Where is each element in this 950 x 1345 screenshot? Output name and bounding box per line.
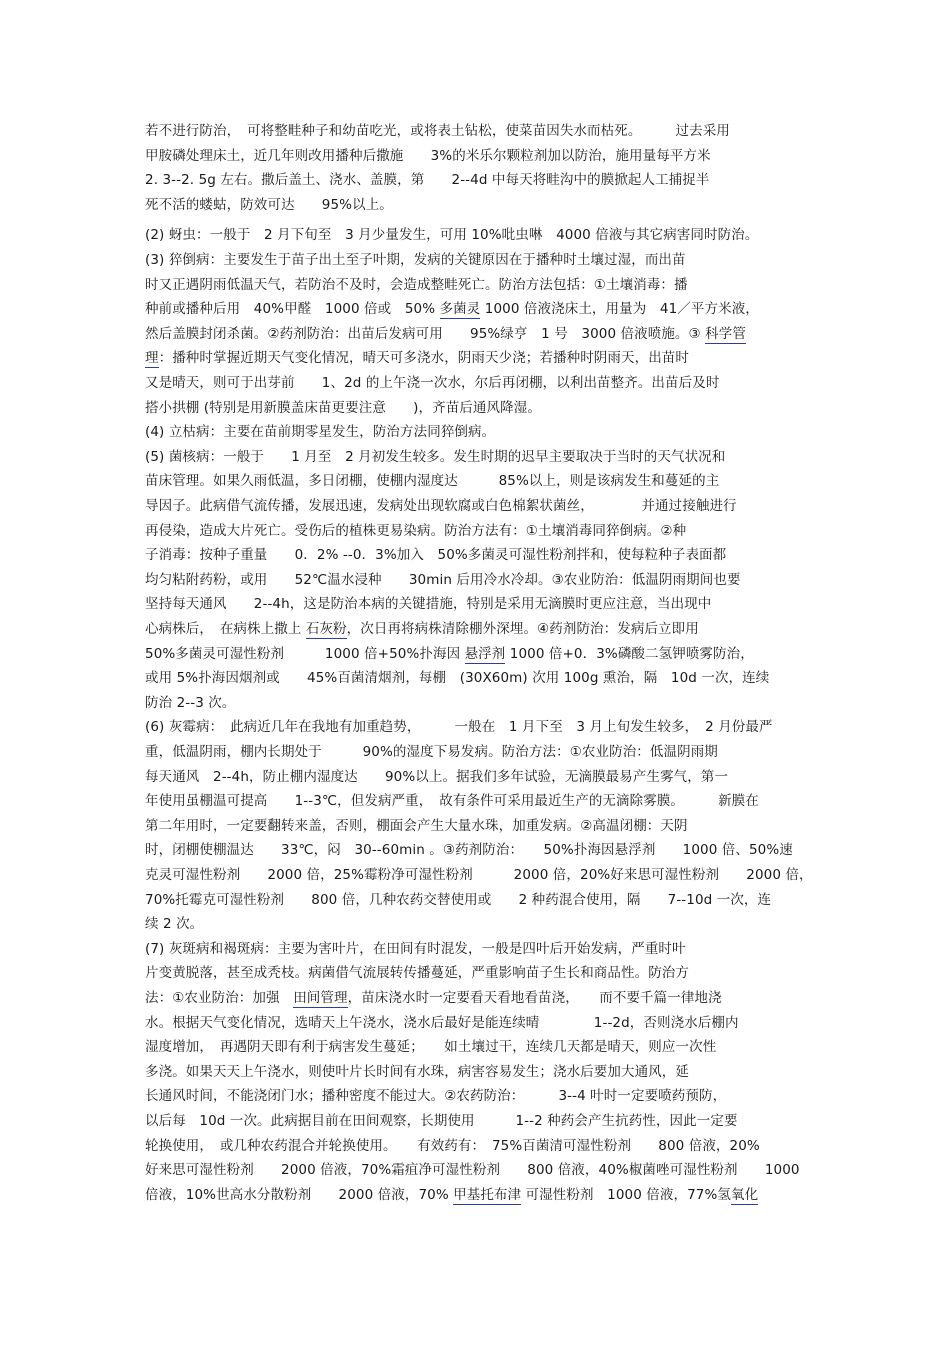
text-run: (5) 菌核病：一般于 1 月至 2 月初发生较多。发生时期的迟早主要取决于当时的天气状况和	[145, 448, 726, 465]
text-line	[145, 792, 759, 810]
text-run: (7) 灰斑病和褐斑病：主要为害叶片，在田间有时混发，一般是四叶后开始发病，严重时叶	[145, 940, 686, 957]
text-run: ，次日再将病株清除棚外深埋。④药剂防治：发病后立即用	[346, 621, 699, 637]
text-line	[145, 122, 730, 140]
text-line	[145, 1038, 716, 1056]
text-line	[145, 718, 773, 736]
text-line	[145, 546, 726, 564]
text-line	[145, 1014, 739, 1032]
text-line	[145, 399, 541, 417]
text-line	[145, 147, 711, 165]
text-line	[145, 841, 793, 859]
text-run: 多浇。如果天天上午浇水，则使叶片长时间有水珠，病害容易发生；浇水后要加大通风，延	[145, 1063, 689, 1080]
text-line	[145, 251, 686, 269]
text-run: 子消毒：按种子重量 0．2% --0．3%加入 50%多菌灵可湿性粉剂拌和，使每粒种子表面都	[145, 547, 727, 564]
text-run: 防治 2--3 次。	[145, 694, 236, 711]
text-run: 再侵染，造成大片死亡。受伤后的植株更易染病。防治方法有：①土壤消毒同猝倒病。②种	[145, 522, 687, 539]
text-line	[145, 595, 711, 613]
text-line	[145, 300, 759, 318]
text-line	[145, 448, 725, 466]
text-line	[145, 1137, 760, 1155]
text-run: 坚持每天通风 2--4h，这是防治本病的关键措施，特别是采用无滴膜时更应注意，当出现中	[145, 596, 712, 613]
text-line	[145, 1087, 726, 1105]
text-run: 法：①农业防治：加强	[145, 990, 294, 1006]
text-run: 长通风时间，不能浇闭门水；播种密度不能过大。②农药防治： 3--4 叶时一定要喷药预防，	[145, 1088, 727, 1105]
text-run: 重，低温阴雨，棚内长期处于 90%的湿度下易发病。防治方法：①农业防治：低温阴雨期	[145, 744, 718, 760]
text-run: 1000 倍+0．3%磷酸二氢钾喷雾防治，	[505, 645, 754, 662]
text-run: 导因子。此病借气流传播，发展迅速，发病处出现软腐或白色棉絮状菌丝， 并通过接触进行	[145, 498, 737, 514]
text-line	[145, 891, 771, 909]
text-line	[145, 989, 722, 1007]
text-line	[145, 325, 746, 343]
text-line	[145, 866, 813, 884]
text-run: 时，闭棚使棚温达 33℃，闷 30--60min 。③药剂防治： 50%扑海因悬浮剂 1000 倍、50%速	[145, 842, 793, 859]
text-line	[145, 694, 236, 712]
text-run: (3) 猝倒病：主要发生于苗子出土至子叶期，发病的关键原因在于播种时土壤过湿，而出苗	[145, 252, 686, 268]
text-run: 水。根据天气变化情况，选晴天上午浇水，浇水后最好是能连续晴 1--2d，否则浇水后棚内	[145, 1014, 739, 1031]
text-line	[145, 497, 737, 515]
text-line	[145, 226, 758, 244]
text-line	[145, 423, 495, 441]
text-run: 苗床管理。如果久雨低温，多日闭棚，使棚内湿度达 85%以上，则是该病发生和蔓延的主	[145, 473, 720, 490]
text-run: 轮换使用， 或几种农药混合并轮换使用。 有效药有： 75%百菌清可湿性粉剂 800 倍液，20%	[145, 1137, 760, 1154]
text-line	[145, 915, 203, 933]
text-run: 死不活的蝼蛄，防效可达 95%以上。	[145, 196, 393, 213]
text-line	[145, 964, 689, 982]
text-line	[145, 645, 754, 663]
keyword-link[interactable]: 氧化	[731, 1186, 759, 1203]
keyword-link[interactable]: 悬浮剂	[464, 645, 506, 662]
text-run: 若不进行防治， 可将整畦种子和幼苗吃光，或将表土钻松，使菜苗因失水而枯死。 过去采用	[145, 123, 730, 139]
text-run: (2) 蚜虫：一般于 2 月下旬至 3 月少量发生，可用 10%吡虫啉 4000 倍液与其它病害同时防治。	[145, 227, 759, 244]
text-line	[145, 374, 719, 392]
text-run: ：播种时掌握近期天气变化情况，晴天可多浇水，阴雨天少浇；若播种时阴雨天，出苗时	[158, 350, 690, 367]
text-run: 50%多菌灵可湿性粉剂 1000 倍+50%扑海因	[145, 645, 465, 662]
text-run: 时又正遇阴雨低温天气，若防治不及时，会造成整畦死亡。防治方法包括：①土壤消毒：播	[145, 276, 688, 293]
text-line	[145, 817, 688, 835]
text-line	[145, 276, 688, 294]
text-line	[145, 349, 689, 367]
text-run: (6) 灰霉病： 此病近几年在我地有加重趋势， 一般在 1 月下至 3 月上旬发生较多， 2 月份最严	[145, 719, 773, 736]
text-run: ，苗床浇水时一定要看天看地看苗浇， 而不要千篇一律地浇	[347, 990, 722, 1006]
keyword-link[interactable]: 理	[145, 350, 159, 367]
keyword-link[interactable]: 甲基托布津	[453, 1186, 522, 1203]
text-line	[145, 196, 393, 214]
text-run: 续 2 次。	[145, 916, 204, 933]
text-run: 以后每 10d 一次。此病据目前在田间观察，长期使用 1--2 种药会产生抗药性，因此一定要	[145, 1113, 738, 1129]
text-run: 又是晴天，则可于出芽前 1、2d 的上午浇一次水，尔后再闭棚，以利出苗整齐。出苗后及时	[145, 375, 720, 391]
text-line	[145, 669, 769, 687]
text-run: 倍液，10%世高水分散粉剂 2000 倍液，70%	[145, 1186, 454, 1203]
text-run: (4) 立枯病：主要在苗前期零星发生，防治方法同猝倒病。	[145, 424, 496, 441]
text-line	[145, 571, 741, 589]
text-run: 种前或播种后用 40%甲醛 1000 倍或 50%	[145, 301, 440, 318]
text-run: 甲胺磷处理床土，近几年则改用播种后撒施 3%的米乐尔颗粒剂加以防治，施用量每平方米	[145, 147, 711, 164]
text-run: 均匀粘附药粉，或用 52℃温水浸种 30min 后用冷水冷却。③农业防治：低温阴雨期间也要	[145, 571, 741, 588]
text-run: 2. 3--2. 5g 左右。撒后盖土、浇水、盖膜，第 2--4d 中每天将畦沟中的膜掀起人工捕捉半	[145, 172, 710, 189]
keyword-link[interactable]: 田间管理	[293, 990, 348, 1006]
text-line	[145, 1112, 738, 1130]
text-run: 1000 倍液浇床土，用量为 41／平方米液，	[480, 301, 759, 318]
text-line	[145, 768, 728, 786]
text-line	[145, 472, 719, 490]
text-line	[145, 743, 718, 761]
keyword-link[interactable]: 科学管	[705, 325, 746, 342]
text-line	[145, 1186, 758, 1204]
text-run: 第二年用时，一定要翻转来盖，否则，棚面会产生大量水珠，加重发病。②高温闭棚：天阴	[145, 817, 688, 834]
keyword-link[interactable]: 多菌灵	[439, 301, 481, 318]
text-run: 搭小拱棚 (特别是用新膜盖床苗更要注意 )，齐苗后通风降湿。	[145, 399, 541, 416]
text-line	[145, 1063, 689, 1081]
text-run: 或用 5%扑海因烟剂或 45%百菌清烟剂，每棚 (30X60m) 次用 100g 熏治，隔 10d 一次，连续	[145, 670, 770, 687]
text-run: 然后盖膜封闭杀菌。②药剂防治：出苗后发病可用 95%绿亨 1 号 3000 倍液喷施。③	[145, 325, 706, 342]
text-run: 湿度增加， 再遇阴天即有利于病害发生蔓延； 如土壤过干，连续几天都是晴天，则应一次性	[145, 1039, 717, 1056]
text-run: 每天通风 2--4h，防止棚内湿度达 90%以上。据我们多年试验，无滴膜最易产生雾气，第一	[145, 768, 729, 785]
text-run: 克灵可湿性粉剂 2000 倍，25%霉粉净可湿性粉剂 2000 倍，20%好来思可湿性粉剂 2000 倍，	[145, 867, 813, 883]
text-run: 好来思可湿性粉剂 2000 倍液，70%霜疽净可湿性粉剂 800 倍液，40%椒菌唑可湿性粉剂 1000	[145, 1162, 800, 1179]
text-run: 心病株后， 在病株上撒上	[145, 621, 306, 637]
text-line	[145, 171, 710, 189]
keyword-link[interactable]: 石灰粉	[305, 621, 347, 637]
text-line	[145, 620, 699, 638]
text-line	[145, 940, 686, 958]
text-line	[145, 1161, 800, 1179]
text-line	[145, 522, 686, 540]
text-run: 年使用虽棚温可提高 1--3℃，但发病严重， 故有条件可采用最近生产的无滴除雾膜。 新膜在	[145, 793, 759, 810]
text-run: 可湿性粉剂 1000 倍液，77%氢	[521, 1186, 732, 1203]
text-run: 70%托霉克可湿性粉剂 800 倍，几种农药交替使用或 2 种药混合使用，隔 7--10d 一次，连	[145, 891, 772, 908]
text-run: 片变黄脱落，甚至成秃枝。病菌借气流展转传播蔓延，严重影响苗子生长和商品性。防治方	[145, 965, 689, 982]
